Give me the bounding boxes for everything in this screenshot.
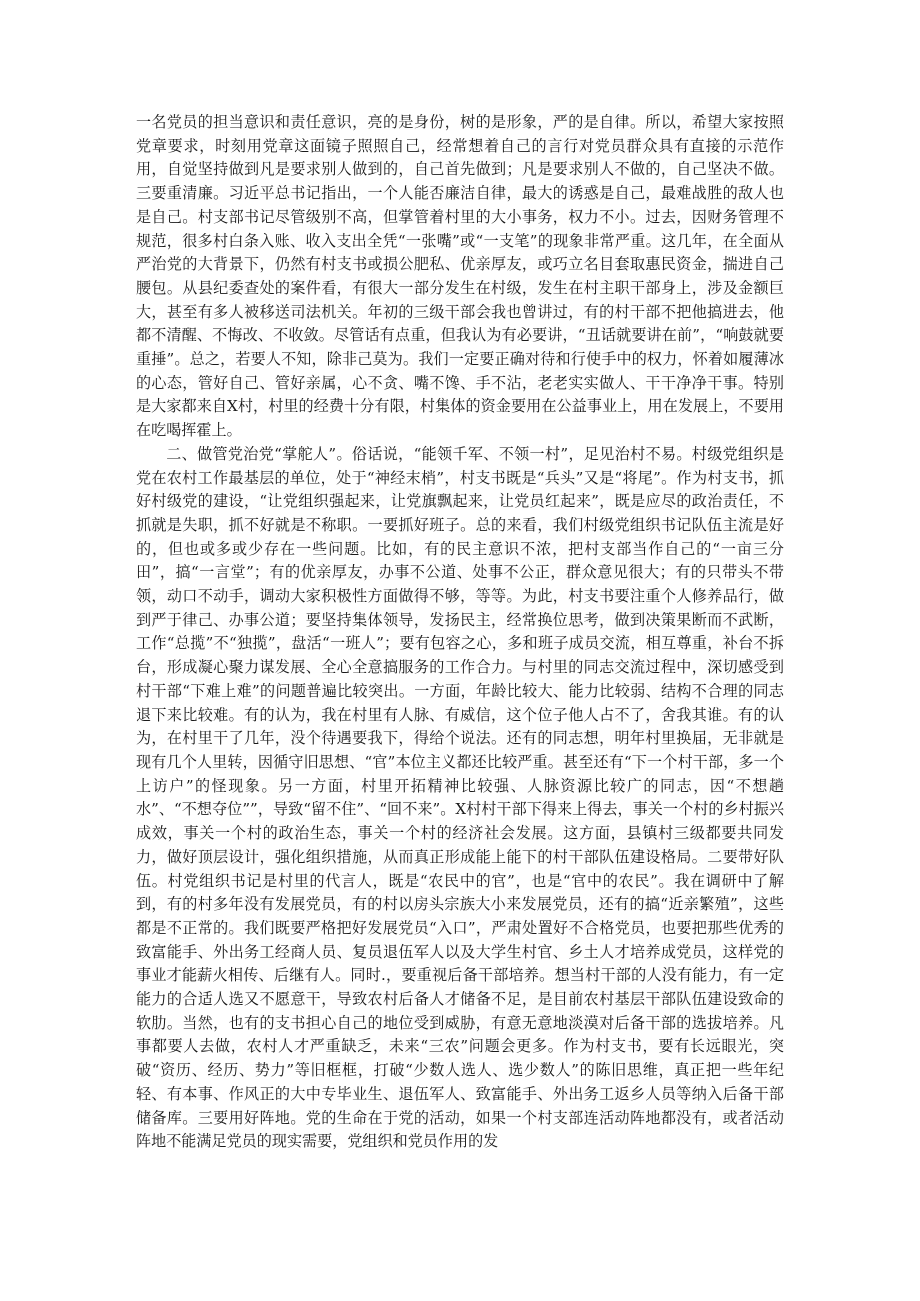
paragraph-2: 二、做管党治党“掌舵人”。俗话说，“能领千军、不领一村”，足见治村不易。村级党组织是党在农村工作最基层的单位，处于“神经末梢”，村支书既是“兵头”又是“将尾”。作为村支书，抓好村级党的建设，“让党组织强起来，让党旗飘起来，让党员红起来”，既是应尽的政治责任，不抓就是失职，抓不好就是不称职。一要抓好班子。总的来看，我们村级党组织书记队伍主流是好的，但也或多或少存在一些问题。比如，有的民主意识不浓，把村支部当作自己的“一亩三分田”，搞“一言堂”；有的优亲厚友，办事不公道、处事不公正，群众意见很大；有的只带头不带领，动口不动手，调动大家积极性方面做得不够，等等。为此，村支书要注重个人修养品行，做到严于律己、办事公道；要坚持集体领导，发扬民主，经常换位思考，做到决策果断而不武断，工作“总揽”不“独揽”，盘活“一班人”；要有包容之心，多和班子成员交流，相互尊重，补台不拆台，形成凝心聚力谋发展、全心全意搞服务的工作合力。与村里的同志交流过程中，深切感受到村干部“下难上难”的问题普遍比较突出。一方面，年龄比较大、能力比较弱、结构不合理的同志退下来比较难。有的认为，我在村里有人脉、有威信，这个位子他人占不了，舍我其谁。有的认为，在村里干了几年，没个待遇要我下，得给个说法。还有的同志想，明年村里换届，无非就是现有几个人里转，因循守旧思想、“官”本位主义都还比较严重。甚至还有“下一个村干部，多一个上访户”的怪现象。另一方面，村里开拓精神比较强、人脉资源比较广的同志，因“不想趟水”、“不想夺位””，导致“留不住”、“回不来”。X村村干部下得来上得去，事关一个村的乡村振兴成效，事关一个村的政治生态，事关一个村的经济社会发展。这方面，县镇村三级都要共同发力，做好顶层设计，强化组织措施，从而真正形成能上能下的村干部队伍建设格局。二要带好队伍。村党组织书记是村里的代言人，既是“农民中的官”，也是“官中的农民”。我在调研中了解到，有的村多年没有发展党员，有的村以房头宗族大小来发展党员，还有的搞“近亲繁殖”，这些都是不正常的。我们既要严格把好发展党员“入口”，严肃处置好不合格党员，也要把那些优秀的致富能手、外出务工经商人员、复员退伍军人以及大学生村官、乡土人才培养成党员，这样党的事业才能薪火相传、后继有人。同时.，要重视后备干部培养。想当村干部的人没有能力，有一定能力的合适人选又不愿意干，导致农村后备人才储备不足，是目前农村基层干部队伍建设致命的软肋。当然，也有的支书担心自己的地位受到威胁，有意无意地淡漠对后备干部的选拔培养。凡事都要人去做，农村人才严重缺乏，未来“三农”问题会更多。作为村支书，要有长远眼光，突破“资历、经历、势力”等旧框框，打破“少数人选人、选少数人”的陈旧思维，真正把一些年纪轻、有本事、作风正的大中专毕业生、退伍军人、致富能手、外出务工返乡人员等纳入后备干部储备库。三要用好阵地。党的生命在于党的活动，如果一个村支部连活动阵地都没有，或者活动阵地不能满足党员的现实需要，党组织和党员作用的发: [136, 444, 784, 1151]
paragraph-1: 一名党员的担当意识和责任意识，亮的是身份，树的是形象，严的是自律。所以，希望大家按照党章要求，时刻用党章这面镜子照照自己，经常想着自己的言行对党员群众具有直接的示范作用，自觉坚持做到凡是要求别人做到的，自己首先做到；凡是要求别人不做的，自己坚决不做。三要重清廉。习近平总书记指出，一个人能否廉洁自律，最大的诱惑是自己，最难战胜的敌人也是自己。村支部书记尽管级别不高，但掌管着村里的大小事务，权力不小。过去，因财务管理不规范，很多村白条入账、收入支出全凭“一张嘴”或“一支笔”的现象非常严重。这几年，在全面从严治党的大背景下，仍然有村支书或损公肥私、优亲厚友，或巧立名目套取惠民资金，揣进自己腰包。从县纪委查处的案件看，有很大一部分发生在村级，发生在村主职干部身上，涉及金额巨大，甚至有多人被移送司法机关。年初的三级干部会我也曾讲过，有的村干部不把他搞进去，他都不清醒、不悔改、不收敛。尽管话有点重，但我认为有必要讲，“丑话就要讲在前”，“响鼓就要重捶”。总之，若要人不知，除非己莫为。我们一定要正确对待和行使手中的权力，怀着如履薄冰的心态，管好自己、管好亲属，心不贪、嘴不馋、手不沾，老老实实做人、干干净净干事。特别是大家都来自X村，村里的经费十分有限，村集体的资金要用在公益事业上，用在发展上，不要用在吃喝挥霍上。: [136, 113, 784, 440]
document-body: [136, 111, 784, 1154]
